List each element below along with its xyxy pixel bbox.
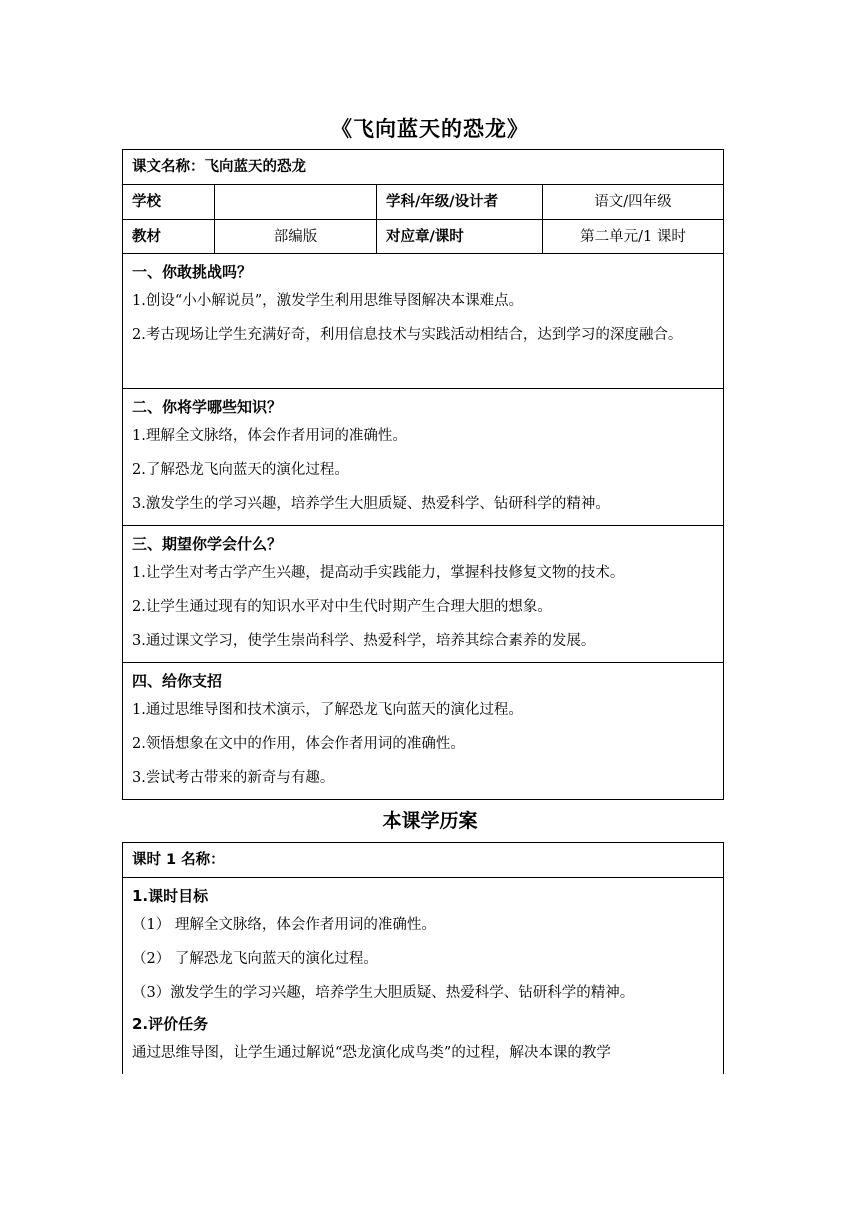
lesson-plan-table xyxy=(122,842,724,1074)
section-line: 1.通过思维导图和技术演示，了解恐龙飞向蓝天的演化过程。 xyxy=(132,702,523,718)
subject-label: 学科/年级/设计者 xyxy=(377,185,543,220)
section-heading: 一、你敢挑战吗？ xyxy=(132,263,253,281)
school-value xyxy=(215,185,377,220)
chapter-label: 对应章/课时 xyxy=(377,220,543,254)
textbook-value: 部编版 xyxy=(215,220,377,254)
goals-heading: 1.课时目标 xyxy=(132,887,209,905)
section-line: 2.考古现场让学生充满好奇，利用信息技术与实践活动相结合，达到学习的深度融合。 xyxy=(132,327,683,343)
section-tips xyxy=(123,663,724,800)
lesson-name-cell: 课文名称：飞向蓝天的恐龙 xyxy=(123,150,724,185)
section-subtitle: 本课学历案 xyxy=(382,810,478,832)
subject-value: 语文/四年级 xyxy=(543,185,724,220)
section-line: 2.了解恐龙飞向蓝天的演化过程。 xyxy=(132,462,349,478)
section-line: 1.让学生对考古学产生兴趣，提高动手实践能力，掌握科技修复文物的技术。 xyxy=(132,565,625,581)
section-heading: 三、期望你学会什么？ xyxy=(132,535,283,553)
section-line: 3.尝试考古带来的新奇与有趣。 xyxy=(132,770,335,786)
goal-item: （2） 了解恐龙飞向蓝天的演化过程。 xyxy=(132,951,378,967)
section-line: 2.领悟想象在文中的作用，体会作者用词的准确性。 xyxy=(132,736,465,752)
goal-item: （3）激发学生的学习兴趣，培养学生大胆质疑、热爱科学、钻研科学的精神。 xyxy=(132,985,635,1001)
section-heading: 二、你将学哪些知识？ xyxy=(132,398,283,416)
school-label: 学校 xyxy=(123,185,215,220)
eval-text: 通过思维导图，让学生通过解说“恐龙演化成鸟类”的过程，解决本课的教学 xyxy=(132,1045,611,1061)
section-expectations xyxy=(123,526,724,663)
eval-heading: 2.评价任务 xyxy=(132,1015,209,1033)
page-title: 《飞向蓝天的恐龙》 xyxy=(331,117,529,141)
section-line: 2.让学生通过现有的知识水平对中生代时期产生合理大胆的想象。 xyxy=(132,599,552,615)
section-knowledge xyxy=(123,389,724,526)
section-challenge xyxy=(123,254,724,389)
plan-body xyxy=(123,878,724,1075)
section-line: 3.通过课文学习，使学生崇尚科学、热爱科学，培养其综合素养的发展。 xyxy=(132,633,596,649)
section-line: 3.激发学生的学习兴趣，培养学生大胆质疑、热爱科学、钻研科学的精神。 xyxy=(132,496,610,512)
lesson-name-label: 课时 1 名称： xyxy=(123,843,724,878)
textbook-label: 教材 xyxy=(123,220,215,254)
section-line: 1.创设“小小解说员”，激发学生利用思维导图解决本课难点。 xyxy=(132,293,524,309)
chapter-value: 第二单元/1 课时 xyxy=(543,220,724,254)
lesson-info-table xyxy=(122,149,724,800)
section-heading: 四、给你支招 xyxy=(132,672,223,690)
goal-item: （1） 理解全文脉络，体会作者用词的准确性。 xyxy=(132,917,436,933)
section-line: 1.理解全文脉络，体会作者用词的准确性。 xyxy=(132,428,407,444)
